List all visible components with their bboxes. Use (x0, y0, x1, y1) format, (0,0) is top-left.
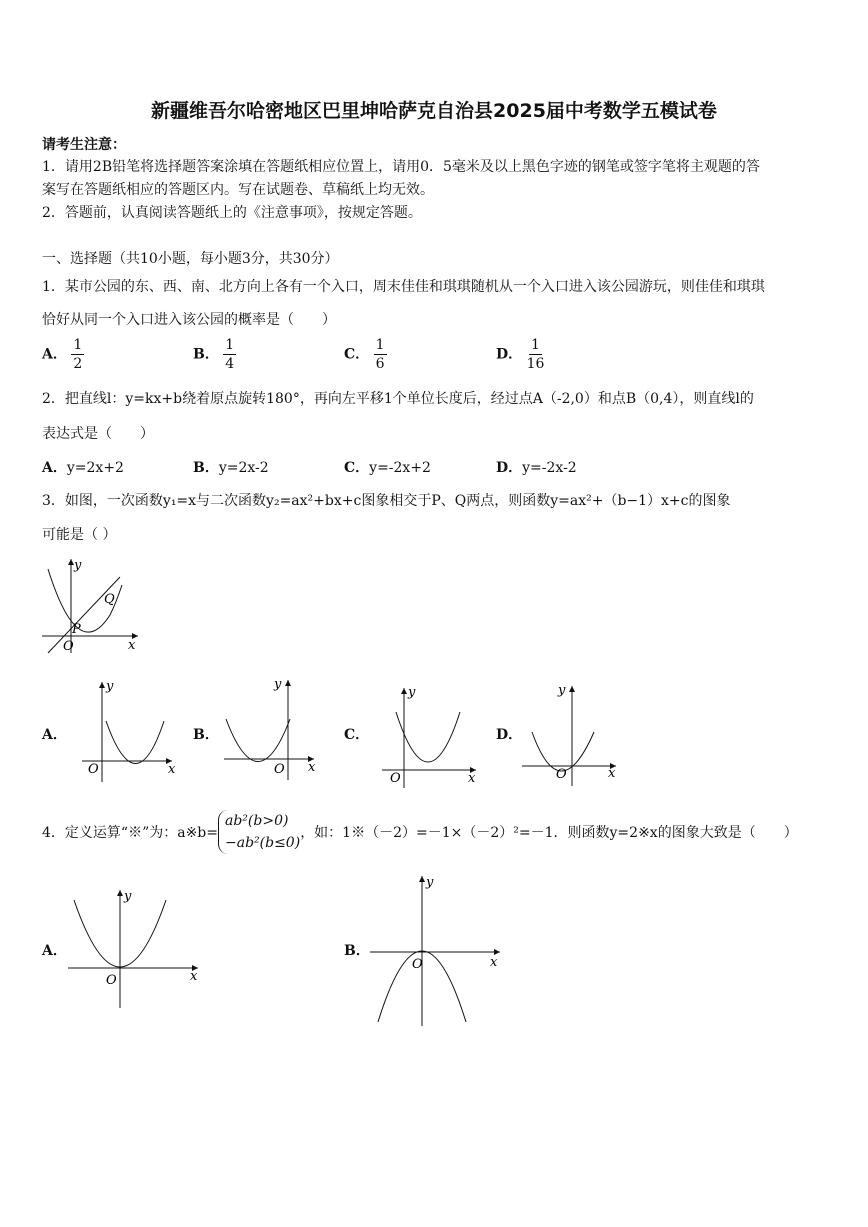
q3-option-d[interactable]: D． (496, 727, 523, 743)
q4-option-a[interactable]: A． (42, 943, 67, 959)
notice-heading: 请考生注意： (42, 137, 126, 153)
q2-line-2: 表达式是（ ） (42, 426, 154, 442)
q4-line: 4．定义运算“※”为：a※b= ab²(b>0) −ab²(b≤0) ，如：1※（－2）=－1×（－2）²=－1．则函数y=2※x的图象大致是（ ） (42, 810, 798, 854)
fraction: $\frac{1}{2}$ (73, 337, 83, 372)
svg-text:x: x (168, 762, 176, 777)
q3-option-b[interactable]: B． (193, 727, 219, 743)
svg-text:O: O (63, 639, 74, 654)
piecewise-definition: ab²(b>0) −ab²(b≤0) (218, 810, 300, 854)
q1-option-d[interactable]: D． $\frac{1}{16}$ (496, 337, 545, 372)
q3-option-d-graph (518, 680, 628, 788)
q2-option-c[interactable]: C．y=-2x+2 (344, 460, 431, 476)
q2-option-b[interactable]: B．y=2x-2 (193, 460, 269, 476)
fraction: $\frac{1}{4}$ (225, 337, 235, 372)
fraction: $\frac{1}{16}$ (526, 337, 545, 372)
q2-line-1: 2．把直线l：y=kx+b绕着原点旋转180°，再向左平移1个单位长度后，经过点A（-2,0）和点B（0,4），则直线l的 (42, 391, 754, 407)
q4-option-a-graph (64, 884, 214, 1014)
svg-text:O: O (274, 762, 285, 777)
svg-text:O: O (556, 767, 567, 782)
q1-line-2: 恰好从同一个入口进入该公园的概率是（ ） (42, 312, 336, 328)
q3-line-2: 可能是（ ） (42, 527, 117, 543)
fraction: $\frac{1}{6}$ (375, 337, 385, 372)
q4-option-b[interactable]: B． (344, 943, 370, 959)
svg-text:x: x (468, 771, 476, 786)
svg-text:x: x (190, 969, 198, 984)
q1-option-c[interactable]: C． $\frac{1}{6}$ (344, 337, 385, 372)
section-heading: 一、选择题（共10小题，每小题3分，共30分） (42, 251, 339, 267)
q3-line-1: 3．如图，一次函数y₁=x与二次函数y₂=ax²+bx+c图象相交于P、Q两点，则函数y=ax²+（b−1）x+c的图象 (42, 493, 731, 509)
q2-option-a[interactable]: A．y=2x+2 (42, 460, 124, 476)
svg-text:O: O (412, 957, 423, 972)
q3-option-b-graph (218, 674, 328, 782)
svg-text:y: y (74, 558, 82, 573)
svg-text:O: O (106, 973, 117, 988)
q1-line-1: 1．某市公园的东、西、南、北方向上各有一个入口，周末佳佳和琪琪随机从一个入口进入该公园游玩，则佳佳和琪琪 (42, 279, 765, 295)
q1-option-b[interactable]: B． $\frac{1}{4}$ (193, 337, 235, 372)
svg-text:x: x (128, 638, 136, 653)
notice-line-2: 2．答题前，认真阅读答题纸上的《注意事项》，按规定答题。 (42, 205, 422, 221)
svg-text:y: y (124, 889, 132, 904)
svg-text:y: y (106, 679, 114, 694)
q4-option-b-graph (366, 870, 516, 1030)
q1-option-a[interactable]: A． $\frac{1}{2}$ (42, 337, 83, 372)
svg-text:P: P (72, 622, 81, 637)
q2-option-d[interactable]: D．y=-2x-2 (496, 460, 577, 476)
notice-line-1b: 案写在答题纸相应的答题区内。写在试题卷、草稿纸上均无效。 (42, 182, 434, 198)
svg-text:O: O (88, 762, 99, 777)
svg-text:y: y (558, 683, 566, 698)
svg-text:Q: Q (104, 592, 115, 607)
svg-text:x: x (608, 766, 616, 781)
q3-option-a-graph (76, 676, 186, 784)
svg-text:O: O (390, 771, 401, 786)
svg-text:y: y (274, 677, 282, 692)
notice-line-1a: 1．请用2B铅笔将选择题答案涂填在答题纸相应位置上，请用0．5毫米及以上黑色字迹的钢笔或签字笔将主观题的答 (42, 159, 760, 175)
svg-text:x: x (490, 955, 498, 970)
page-title: 新疆维吾尔哈密地区巴里坤哈萨克自治县2025届中考数学五模试卷 (151, 100, 717, 122)
q3-main-figure (38, 555, 148, 655)
q3-option-c[interactable]: C． (344, 727, 370, 743)
q3-option-a[interactable]: A． (42, 727, 67, 743)
svg-text:y: y (426, 875, 434, 890)
q3-option-c-graph (378, 682, 488, 790)
svg-text:y: y (408, 685, 416, 700)
svg-text:x: x (308, 760, 316, 775)
